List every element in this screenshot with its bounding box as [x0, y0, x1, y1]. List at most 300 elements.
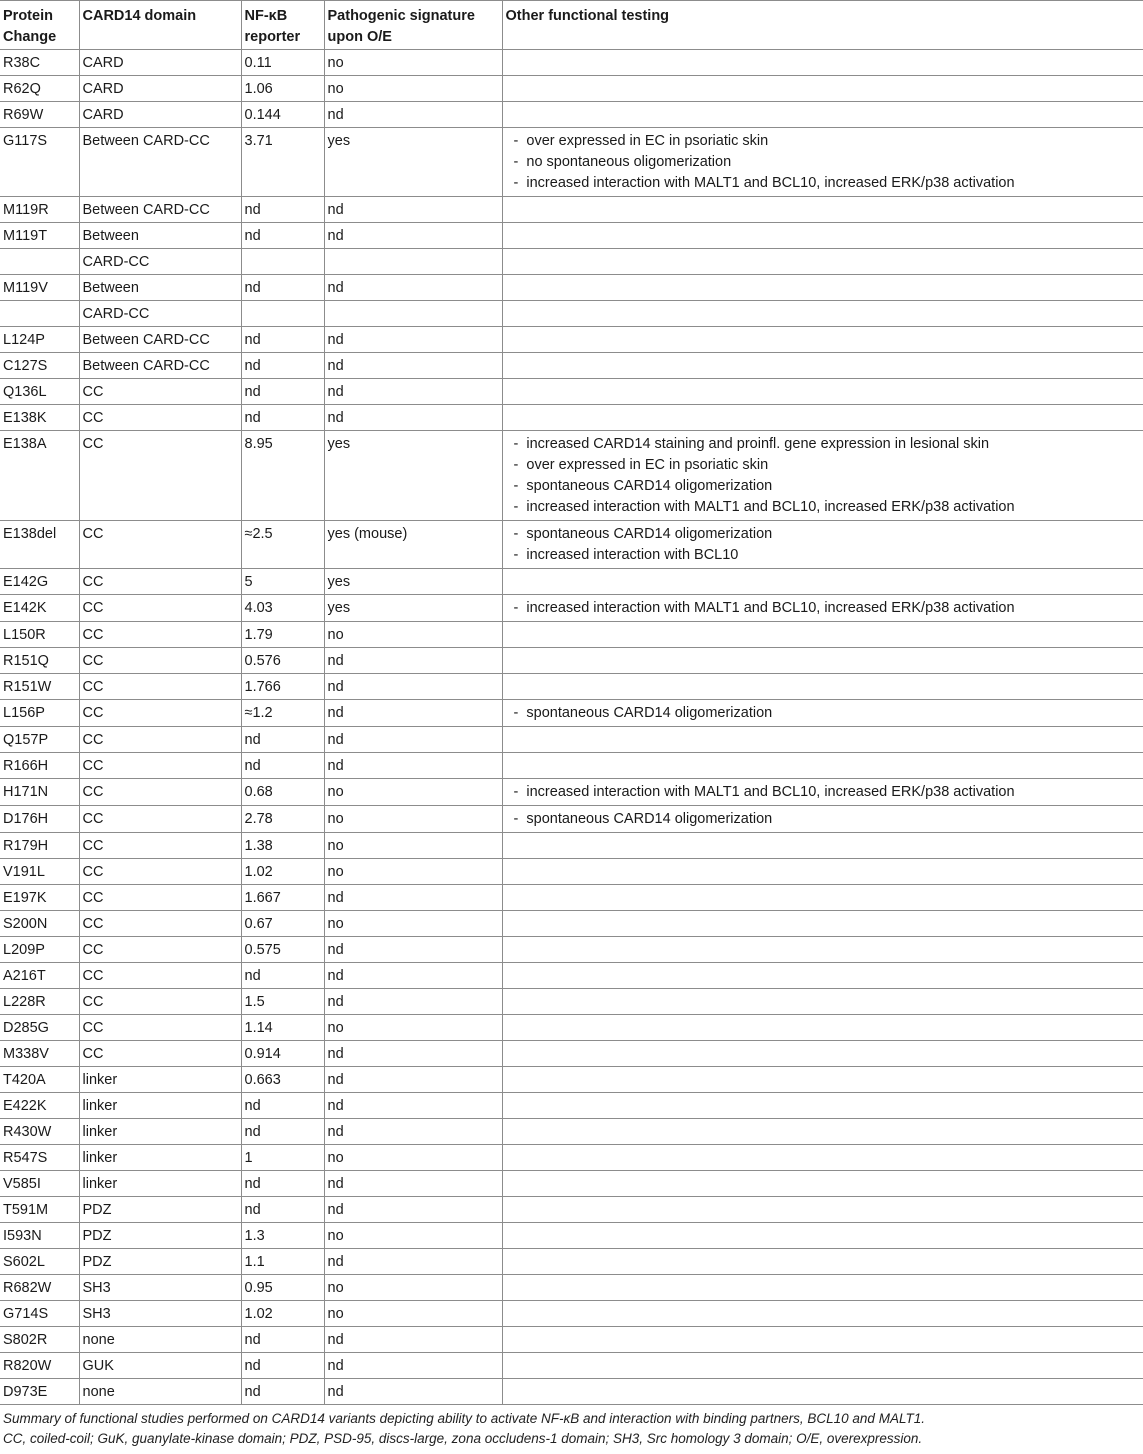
table-row	[0, 885, 1143, 911]
table-row	[0, 1223, 1143, 1249]
cell-nfkb-reporter: 0.914	[241, 1041, 324, 1067]
cell-protein-change: C127S	[0, 353, 79, 379]
table-row	[0, 833, 1143, 859]
table-row	[0, 405, 1143, 431]
table-row	[0, 431, 1143, 521]
table-row	[0, 1171, 1143, 1197]
cell-other-functional-testing	[502, 379, 1143, 405]
table-row	[0, 569, 1143, 595]
cell-card14-domain: CC	[79, 379, 241, 405]
cell-pathogenic-signature: nd	[324, 1353, 502, 1379]
cell-pathogenic-signature: nd	[324, 963, 502, 989]
cell-protein-change: H171N	[0, 779, 79, 806]
cell-protein-change: R820W	[0, 1353, 79, 1379]
cell-pathogenic-signature	[324, 301, 502, 327]
cell-card14-domain: linker	[79, 1119, 241, 1145]
cell-pathogenic-signature	[324, 249, 502, 275]
cell-protein-change	[0, 249, 79, 275]
table-row	[0, 353, 1143, 379]
functional-note: - increased interaction with MALT1 and BCL10, increased ERK/p38 activation	[506, 598, 1140, 619]
table-row	[0, 1119, 1143, 1145]
cell-card14-domain: Between CARD-CC	[79, 128, 241, 197]
cell-other-functional-testing	[502, 779, 1143, 806]
cell-card14-domain: PDZ	[79, 1223, 241, 1249]
cell-nfkb-reporter: 0.575	[241, 937, 324, 963]
cell-other-functional-testing	[502, 937, 1143, 963]
cell-card14-domain: Between	[79, 223, 241, 249]
functional-note: - spontaneous CARD14 oligomerization	[506, 476, 1140, 497]
table-row	[0, 1327, 1143, 1353]
cell-protein-change: R179H	[0, 833, 79, 859]
table-row	[0, 50, 1143, 76]
cell-other-functional-testing	[502, 275, 1143, 301]
table-row	[0, 753, 1143, 779]
cell-protein-change: M119T	[0, 223, 79, 249]
cell-protein-change: S802R	[0, 1327, 79, 1353]
cell-pathogenic-signature: nd	[324, 937, 502, 963]
cell-nfkb-reporter: nd	[241, 223, 324, 249]
cell-other-functional-testing	[502, 1275, 1143, 1301]
table-row	[0, 806, 1143, 833]
cell-protein-change: Q157P	[0, 727, 79, 753]
cell-protein-change: G714S	[0, 1301, 79, 1327]
cell-pathogenic-signature: nd	[324, 1327, 502, 1353]
cell-other-functional-testing	[502, 963, 1143, 989]
cell-pathogenic-signature: nd	[324, 1067, 502, 1093]
cell-card14-domain: linker	[79, 1067, 241, 1093]
cell-other-functional-testing	[502, 431, 1143, 521]
cell-card14-domain: linker	[79, 1171, 241, 1197]
cell-protein-change: G117S	[0, 128, 79, 197]
cell-other-functional-testing	[502, 197, 1143, 223]
cell-nfkb-reporter: 4.03	[241, 595, 324, 622]
table-row	[0, 249, 1143, 275]
cell-pathogenic-signature: nd	[324, 379, 502, 405]
cell-other-functional-testing	[502, 301, 1143, 327]
cell-card14-domain: GUK	[79, 1353, 241, 1379]
cell-pathogenic-signature: nd	[324, 1249, 502, 1275]
cell-nfkb-reporter: 0.68	[241, 779, 324, 806]
cell-nfkb-reporter: nd	[241, 963, 324, 989]
cell-protein-change: T420A	[0, 1067, 79, 1093]
functional-note: - no spontaneous oligomerization	[506, 152, 1140, 173]
cell-pathogenic-signature: nd	[324, 989, 502, 1015]
cell-pathogenic-signature: nd	[324, 700, 502, 727]
cell-card14-domain: CARD-CC	[79, 249, 241, 275]
cell-protein-change: M119R	[0, 197, 79, 223]
cell-pathogenic-signature: yes	[324, 569, 502, 595]
functional-note: - spontaneous CARD14 oligomerization	[506, 809, 1140, 830]
cell-nfkb-reporter: 2.78	[241, 806, 324, 833]
table-row	[0, 1249, 1143, 1275]
table-row	[0, 327, 1143, 353]
functional-note: - spontaneous CARD14 oligomerization	[506, 703, 1140, 724]
cell-pathogenic-signature: no	[324, 859, 502, 885]
cell-other-functional-testing	[502, 989, 1143, 1015]
cell-pathogenic-signature: nd	[324, 327, 502, 353]
cell-nfkb-reporter	[241, 301, 324, 327]
cell-nfkb-reporter: 1.5	[241, 989, 324, 1015]
table-row	[0, 1067, 1143, 1093]
cell-pathogenic-signature: no	[324, 1301, 502, 1327]
cell-nfkb-reporter: 0.576	[241, 648, 324, 674]
cell-protein-change: E142K	[0, 595, 79, 622]
cell-other-functional-testing	[502, 833, 1143, 859]
table-row	[0, 379, 1143, 405]
cell-protein-change: L156P	[0, 700, 79, 727]
cell-card14-domain: Between CARD-CC	[79, 197, 241, 223]
cell-protein-change: L124P	[0, 327, 79, 353]
cell-card14-domain: CC	[79, 911, 241, 937]
cell-other-functional-testing	[502, 1327, 1143, 1353]
cell-other-functional-testing	[502, 249, 1143, 275]
cell-protein-change: E138K	[0, 405, 79, 431]
cell-card14-domain: CC	[79, 1041, 241, 1067]
cell-protein-change: R62Q	[0, 76, 79, 102]
cell-other-functional-testing	[502, 569, 1143, 595]
table-row	[0, 622, 1143, 648]
table-row	[0, 674, 1143, 700]
table-caption	[0, 1405, 1143, 1449]
cell-pathogenic-signature: nd	[324, 1041, 502, 1067]
table-row	[0, 1145, 1143, 1171]
table-header	[0, 1, 1143, 50]
cell-other-functional-testing	[502, 405, 1143, 431]
header-pathogenic-signature: Pathogenic signature upon O/E	[324, 1, 502, 50]
cell-pathogenic-signature: no	[324, 1275, 502, 1301]
cell-other-functional-testing	[502, 1301, 1143, 1327]
cell-nfkb-reporter: nd	[241, 353, 324, 379]
table-row	[0, 301, 1143, 327]
table-row	[0, 102, 1143, 128]
cell-pathogenic-signature: nd	[324, 102, 502, 128]
cell-pathogenic-signature: nd	[324, 727, 502, 753]
cell-nfkb-reporter: nd	[241, 197, 324, 223]
cell-other-functional-testing	[502, 1197, 1143, 1223]
table-row	[0, 727, 1143, 753]
cell-pathogenic-signature: yes	[324, 128, 502, 197]
cell-protein-change: R682W	[0, 1275, 79, 1301]
cell-protein-change: S602L	[0, 1249, 79, 1275]
cell-nfkb-reporter: 1.79	[241, 622, 324, 648]
cell-card14-domain: CC	[79, 700, 241, 727]
cell-pathogenic-signature: no	[324, 833, 502, 859]
cell-nfkb-reporter: nd	[241, 275, 324, 301]
cell-card14-domain: CC	[79, 405, 241, 431]
cell-pathogenic-signature: no	[324, 1015, 502, 1041]
cell-nfkb-reporter: 1	[241, 1145, 324, 1171]
cell-other-functional-testing	[502, 648, 1143, 674]
functional-note: - increased interaction with MALT1 and BCL10, increased ERK/p38 activation	[506, 497, 1140, 518]
table-row	[0, 963, 1143, 989]
table-row	[0, 223, 1143, 249]
cell-protein-change: R430W	[0, 1119, 79, 1145]
cell-card14-domain: linker	[79, 1093, 241, 1119]
cell-protein-change: L209P	[0, 937, 79, 963]
caption-abbreviations: CC, coiled-coil; GuK, guanylate-kinase domain; PDZ, PSD-95, discs-large, zona occludens-1 domain; SH3, Src homology 3 domain; O/E, overexpression.	[3, 1431, 923, 1446]
header-row	[0, 1, 1143, 50]
cell-nfkb-reporter: nd	[241, 405, 324, 431]
functional-note: - spontaneous CARD14 oligomerization	[506, 524, 1140, 545]
cell-protein-change: R38C	[0, 50, 79, 76]
caption-summary: Summary of functional studies performed on CARD14 variants depicting ability to activate NF-κB and interaction with binding partners, BCL10 and MALT1.	[3, 1411, 925, 1426]
cell-protein-change: E422K	[0, 1093, 79, 1119]
cell-nfkb-reporter: nd	[241, 727, 324, 753]
functional-note: - over expressed in EC in psoriatic skin	[506, 455, 1140, 476]
table-row	[0, 595, 1143, 622]
table-row	[0, 1301, 1143, 1327]
cell-card14-domain: CC	[79, 595, 241, 622]
table-row	[0, 779, 1143, 806]
functional-note: - increased interaction with MALT1 and BCL10, increased ERK/p38 activation	[506, 782, 1140, 803]
cell-pathogenic-signature: nd	[324, 1197, 502, 1223]
table-row	[0, 521, 1143, 569]
cell-protein-change: M119V	[0, 275, 79, 301]
cell-pathogenic-signature: yes	[324, 431, 502, 521]
table-row	[0, 128, 1143, 197]
header-nfkb-reporter: NF-κB reporter	[241, 1, 324, 50]
cell-other-functional-testing	[502, 859, 1143, 885]
cell-other-functional-testing	[502, 1145, 1143, 1171]
cell-protein-change: M338V	[0, 1041, 79, 1067]
cell-card14-domain: CC	[79, 1015, 241, 1041]
cell-other-functional-testing	[502, 50, 1143, 76]
cell-other-functional-testing	[502, 1093, 1143, 1119]
cell-other-functional-testing	[502, 727, 1143, 753]
cell-other-functional-testing	[502, 806, 1143, 833]
header-protein-change: Protein Change	[0, 1, 79, 50]
cell-pathogenic-signature: nd	[324, 223, 502, 249]
cell-pathogenic-signature: nd	[324, 275, 502, 301]
cell-card14-domain: Between CARD-CC	[79, 327, 241, 353]
cell-nfkb-reporter: nd	[241, 1119, 324, 1145]
cell-nfkb-reporter: 0.11	[241, 50, 324, 76]
cell-protein-change	[0, 301, 79, 327]
cell-protein-change: E138del	[0, 521, 79, 569]
cell-pathogenic-signature: no	[324, 76, 502, 102]
cell-pathogenic-signature: nd	[324, 197, 502, 223]
cell-nfkb-reporter: 0.144	[241, 102, 324, 128]
cell-card14-domain: CC	[79, 833, 241, 859]
cell-card14-domain: CC	[79, 989, 241, 1015]
cell-card14-domain: Between	[79, 275, 241, 301]
table-row	[0, 1041, 1143, 1067]
cell-card14-domain: CC	[79, 937, 241, 963]
cell-nfkb-reporter: 0.67	[241, 911, 324, 937]
cell-other-functional-testing	[502, 327, 1143, 353]
cell-card14-domain: CC	[79, 727, 241, 753]
cell-protein-change: V191L	[0, 859, 79, 885]
cell-protein-change: R166H	[0, 753, 79, 779]
cell-pathogenic-signature: yes (mouse)	[324, 521, 502, 569]
cell-protein-change: T591M	[0, 1197, 79, 1223]
cell-pathogenic-signature: no	[324, 1223, 502, 1249]
functional-note: - increased CARD14 staining and proinfl. gene expression in lesional skin	[506, 434, 1140, 455]
cell-other-functional-testing	[502, 1067, 1143, 1093]
header-other-functional-testing: Other functional testing	[502, 1, 1143, 50]
cell-card14-domain: CARD	[79, 76, 241, 102]
cell-protein-change: D973E	[0, 1379, 79, 1405]
table-row	[0, 989, 1143, 1015]
cell-card14-domain: CARD	[79, 50, 241, 76]
cell-card14-domain: CC	[79, 753, 241, 779]
cell-nfkb-reporter: nd	[241, 1327, 324, 1353]
cell-other-functional-testing	[502, 674, 1143, 700]
table-row	[0, 1197, 1143, 1223]
cell-nfkb-reporter: nd	[241, 379, 324, 405]
functional-note: - increased interaction with BCL10	[506, 545, 1140, 566]
cell-pathogenic-signature: nd	[324, 674, 502, 700]
cell-card14-domain: CC	[79, 963, 241, 989]
cell-pathogenic-signature: no	[324, 622, 502, 648]
cell-other-functional-testing	[502, 223, 1143, 249]
cell-nfkb-reporter: nd	[241, 1093, 324, 1119]
cell-protein-change: V585I	[0, 1171, 79, 1197]
cell-nfkb-reporter: 1.766	[241, 674, 324, 700]
cell-pathogenic-signature: no	[324, 50, 502, 76]
cell-pathogenic-signature: no	[324, 911, 502, 937]
table-row	[0, 1015, 1143, 1041]
cell-pathogenic-signature: nd	[324, 753, 502, 779]
table-row	[0, 1275, 1143, 1301]
cell-pathogenic-signature: nd	[324, 885, 502, 911]
cell-nfkb-reporter: 1.06	[241, 76, 324, 102]
cell-protein-change: D176H	[0, 806, 79, 833]
table-row	[0, 911, 1143, 937]
cell-pathogenic-signature: nd	[324, 1171, 502, 1197]
cell-nfkb-reporter: nd	[241, 1379, 324, 1405]
cell-other-functional-testing	[502, 353, 1143, 379]
cell-nfkb-reporter: 1.14	[241, 1015, 324, 1041]
cell-card14-domain: CC	[79, 885, 241, 911]
cell-pathogenic-signature: no	[324, 806, 502, 833]
cell-protein-change: R547S	[0, 1145, 79, 1171]
table-row	[0, 1379, 1143, 1405]
cell-pathogenic-signature: nd	[324, 648, 502, 674]
cell-card14-domain: CC	[79, 521, 241, 569]
cell-card14-domain: CC	[79, 431, 241, 521]
cell-card14-domain: linker	[79, 1145, 241, 1171]
cell-protein-change: E142G	[0, 569, 79, 595]
cell-other-functional-testing	[502, 753, 1143, 779]
cell-other-functional-testing	[502, 885, 1143, 911]
cell-other-functional-testing	[502, 1249, 1143, 1275]
functional-note: - over expressed in EC in psoriatic skin	[506, 131, 1140, 152]
cell-protein-change: D285G	[0, 1015, 79, 1041]
table-body	[0, 50, 1143, 1405]
cell-nfkb-reporter: 1.3	[241, 1223, 324, 1249]
cell-other-functional-testing	[502, 1379, 1143, 1405]
cell-nfkb-reporter	[241, 249, 324, 275]
cell-nfkb-reporter: 1.02	[241, 1301, 324, 1327]
table-row	[0, 859, 1143, 885]
cell-protein-change: E197K	[0, 885, 79, 911]
cell-protein-change: R151W	[0, 674, 79, 700]
cell-nfkb-reporter: nd	[241, 1197, 324, 1223]
cell-other-functional-testing	[502, 911, 1143, 937]
functional-note: - increased interaction with MALT1 and BCL10, increased ERK/p38 activation	[506, 173, 1140, 194]
cell-card14-domain: CC	[79, 622, 241, 648]
cell-nfkb-reporter: nd	[241, 1353, 324, 1379]
cell-other-functional-testing	[502, 1353, 1143, 1379]
cell-nfkb-reporter: nd	[241, 753, 324, 779]
cell-card14-domain: CC	[79, 648, 241, 674]
cell-card14-domain: none	[79, 1327, 241, 1353]
cell-nfkb-reporter: 1.667	[241, 885, 324, 911]
cell-pathogenic-signature: no	[324, 1145, 502, 1171]
cell-nfkb-reporter: 1.38	[241, 833, 324, 859]
table-row	[0, 275, 1143, 301]
cell-nfkb-reporter: 0.95	[241, 1275, 324, 1301]
cell-pathogenic-signature: nd	[324, 1379, 502, 1405]
cell-pathogenic-signature: no	[324, 779, 502, 806]
cell-card14-domain: CC	[79, 569, 241, 595]
cell-protein-change: Q136L	[0, 379, 79, 405]
cell-card14-domain: SH3	[79, 1301, 241, 1327]
cell-protein-change: S200N	[0, 911, 79, 937]
cell-other-functional-testing	[502, 1223, 1143, 1249]
cell-pathogenic-signature: nd	[324, 405, 502, 431]
cell-card14-domain: Between CARD-CC	[79, 353, 241, 379]
cell-pathogenic-signature: nd	[324, 353, 502, 379]
cell-other-functional-testing	[502, 700, 1143, 727]
cell-other-functional-testing	[502, 1119, 1143, 1145]
cell-card14-domain: CC	[79, 859, 241, 885]
cell-nfkb-reporter: 3.71	[241, 128, 324, 197]
cell-other-functional-testing	[502, 1171, 1143, 1197]
cell-card14-domain: CARD-CC	[79, 301, 241, 327]
cell-nfkb-reporter: ≈1.2	[241, 700, 324, 727]
cell-nfkb-reporter: 0.663	[241, 1067, 324, 1093]
cell-nfkb-reporter: 5	[241, 569, 324, 595]
cell-other-functional-testing	[502, 622, 1143, 648]
cell-protein-change: R69W	[0, 102, 79, 128]
table-row	[0, 937, 1143, 963]
cell-card14-domain: CC	[79, 779, 241, 806]
cell-nfkb-reporter: nd	[241, 327, 324, 353]
cell-nfkb-reporter: nd	[241, 1171, 324, 1197]
cell-pathogenic-signature: nd	[324, 1093, 502, 1119]
cell-protein-change: R151Q	[0, 648, 79, 674]
cell-protein-change: L228R	[0, 989, 79, 1015]
cell-other-functional-testing	[502, 76, 1143, 102]
cell-protein-change: E138A	[0, 431, 79, 521]
cell-nfkb-reporter: 1.1	[241, 1249, 324, 1275]
cell-nfkb-reporter: ≈2.5	[241, 521, 324, 569]
cell-other-functional-testing	[502, 521, 1143, 569]
table-row	[0, 76, 1143, 102]
table-row	[0, 700, 1143, 727]
cell-card14-domain: CC	[79, 806, 241, 833]
cell-other-functional-testing	[502, 595, 1143, 622]
cell-other-functional-testing	[502, 1015, 1143, 1041]
table-row	[0, 1093, 1143, 1119]
cell-protein-change: I593N	[0, 1223, 79, 1249]
cell-card14-domain: PDZ	[79, 1197, 241, 1223]
cell-card14-domain: CC	[79, 674, 241, 700]
cell-card14-domain: CARD	[79, 102, 241, 128]
cell-nfkb-reporter: 8.95	[241, 431, 324, 521]
cell-card14-domain: none	[79, 1379, 241, 1405]
cell-protein-change: A216T	[0, 963, 79, 989]
cell-card14-domain: PDZ	[79, 1249, 241, 1275]
cell-protein-change: L150R	[0, 622, 79, 648]
table-row	[0, 197, 1143, 223]
table-row	[0, 648, 1143, 674]
cell-nfkb-reporter: 1.02	[241, 859, 324, 885]
cell-other-functional-testing	[502, 1041, 1143, 1067]
cell-card14-domain: SH3	[79, 1275, 241, 1301]
